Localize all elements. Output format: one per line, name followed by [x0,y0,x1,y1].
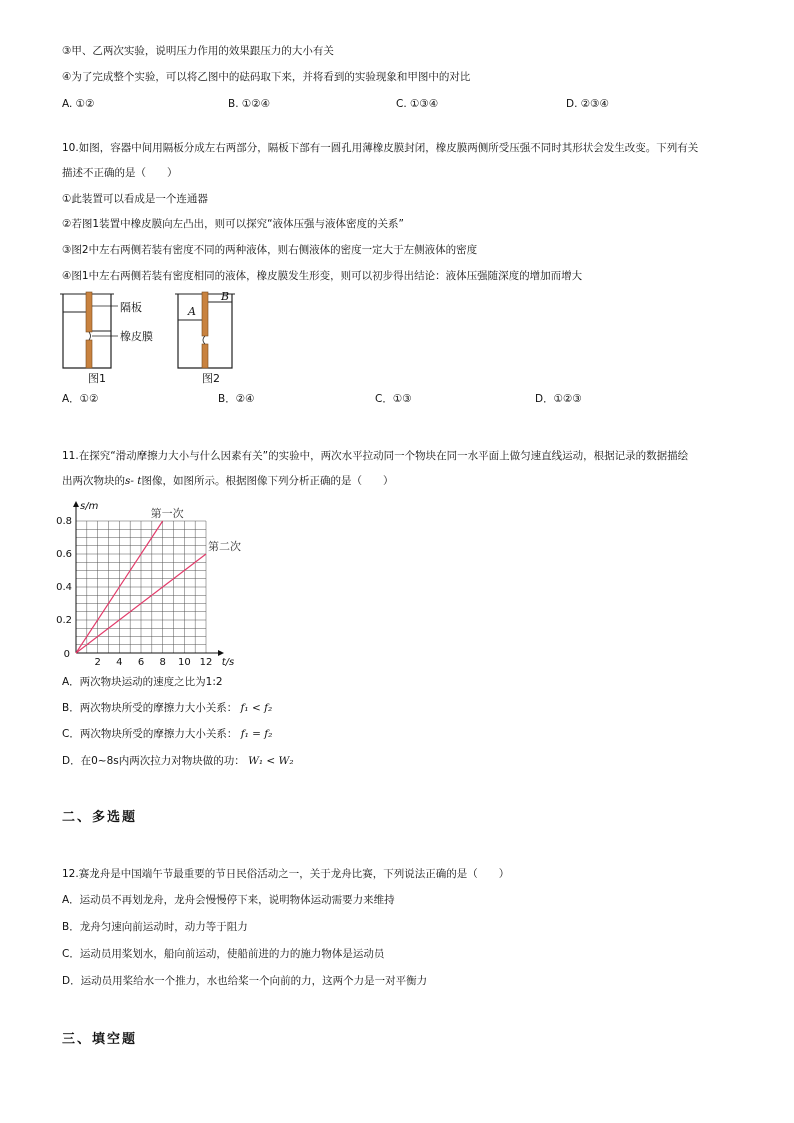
q12-option-a: A．运动员不再划龙舟，龙舟会慢慢停下来，说明物体运动需要力来维持 [62,894,395,906]
q10-figure [56,286,256,388]
q10-stem-line1: 10.如图，容器中间用隔板分成左右两部分，隔板下部有一圆孔用薄橡皮膜封闭，橡皮膜两侧所受压强不同时其形状会发生改变。下列有关 [62,142,699,154]
q10-statement-3: ③图2中左右两侧若装有密度不同的两种液体，则右侧液体的密度一定大于左侧液体的密度 [62,244,478,256]
label-partition: 隔板 [120,301,142,314]
q11-option-c-math: f₁ = f₂ [240,728,273,740]
y-tick-label: 0.4 [56,582,72,593]
q11-option-a [62,675,223,689]
option-a: A. ①② [62,98,95,110]
q11-option-b-math: f₁ < f₂ [240,702,273,714]
y-tick-label: 0.8 [56,516,72,527]
option-b: B. ①②④ [228,98,271,110]
q11-option-b-text: B．两次物块所受的摩擦力大小关系： [62,702,238,714]
q11-option-c [62,727,272,741]
q12-stem: 12.赛龙舟是中国端午节最重要的节日民俗活动之一，关于龙舟比赛，下列说法正确的是（ ） [62,868,510,880]
q10-statement-4: ④图1中左右两侧若装有密度相同的液体，橡皮膜发生形变，则可以初步得出结论：液体压强随深度的增加而增大 [62,270,583,282]
option-d: D. ②③④ [566,98,609,110]
q10-option-c: C．①③ [375,393,412,405]
q11-stem-line2 [62,474,394,488]
q11-option-d-text: D．在0~8s内两次拉力对物块做的功： [62,755,245,767]
q10-statement-1: ①此装置可以看成是一个连通器 [62,193,208,205]
q12-option-b: B．龙舟匀速向前运动时，动力等于阻力 [62,921,248,933]
section-title-fill: 三、填空题 [62,1032,138,1047]
figure2-caption: 图2 [202,372,220,385]
q11-option-d [62,754,294,768]
q12-option-d: D．运动员用桨给水一个推力，水也给桨一个向前的力，这两个力是一对平衡力 [62,975,428,987]
q11-option-b [62,701,272,715]
figure1-container [60,292,118,368]
label-membrane: 橡皮膜 [120,330,153,343]
series-label-1: 第一次 [150,507,184,520]
statement-4: ④为了完成整个实验，可以将乙图中的砝码取下来，并将看到的实验现象和甲图中的对比 [62,71,471,83]
y-axis-label: s/m [80,501,99,512]
y-tick-label: 0.2 [56,615,72,626]
q10-statement-2: ②若图1装置中橡皮膜向左凸出，则可以探究“液体压强与液体密度的关系” [62,218,404,230]
figure1-caption: 图1 [88,372,106,385]
x-axis-label: t/s [221,657,235,668]
q11-stem-part-a: 出两次物块的 [62,475,125,487]
q11-stem-var: s- t [125,475,142,487]
x-tick-label: 12 [199,657,213,668]
y-axis-arrow [73,501,79,507]
series-label-2: 第二次 [208,540,241,553]
x-tick-label: 6 [137,657,145,668]
y-tick-label: 0.6 [56,549,72,560]
q10-option-d: D．①②③ [535,393,582,405]
st-chart [56,490,256,668]
q11-stem-part-b: 图像，如图所示。根据图像下列分析正确的是（ ） [141,475,394,487]
figure2-container [175,292,235,368]
q10-option-a: A．①② [62,393,99,405]
label-a: A [188,305,196,318]
statement-3: ③甲、乙两次实验，说明压力作用的效果跟压力的大小有关 [62,45,334,57]
q11-stem-line1: 11.在探究“滑动摩擦力大小与什么因素有关”的实验中，两次水平拉动同一个物块在同一水平面上做匀速直线运动，根据记录的数据描绘 [62,450,689,462]
origin-label: 0 [63,649,70,660]
x-tick-label: 10 [177,657,191,668]
q10-stem-line2: 描述不正确的是（ ） [62,167,178,179]
q11-option-a-text: A．两次物块运动的速度之比为1:2 [62,676,223,688]
x-tick-label: 8 [159,657,166,668]
x-axis-arrow [218,650,224,656]
label-b: B [221,290,230,303]
section-title-multi: 二、多选题 [62,810,138,825]
x-tick-label: 2 [94,657,101,668]
q12-option-c: C．运动员用桨划水，船向前运动，使船前进的力的施力物体是运动员 [62,948,385,960]
q11-option-c-text: C．两次物块所受的摩擦力大小关系： [62,728,238,740]
x-tick-label: 4 [116,657,123,668]
q11-option-d-math: W₁ < W₂ [248,755,294,767]
option-c: C. ①③④ [396,98,439,110]
q10-option-b: B．②④ [218,393,255,405]
